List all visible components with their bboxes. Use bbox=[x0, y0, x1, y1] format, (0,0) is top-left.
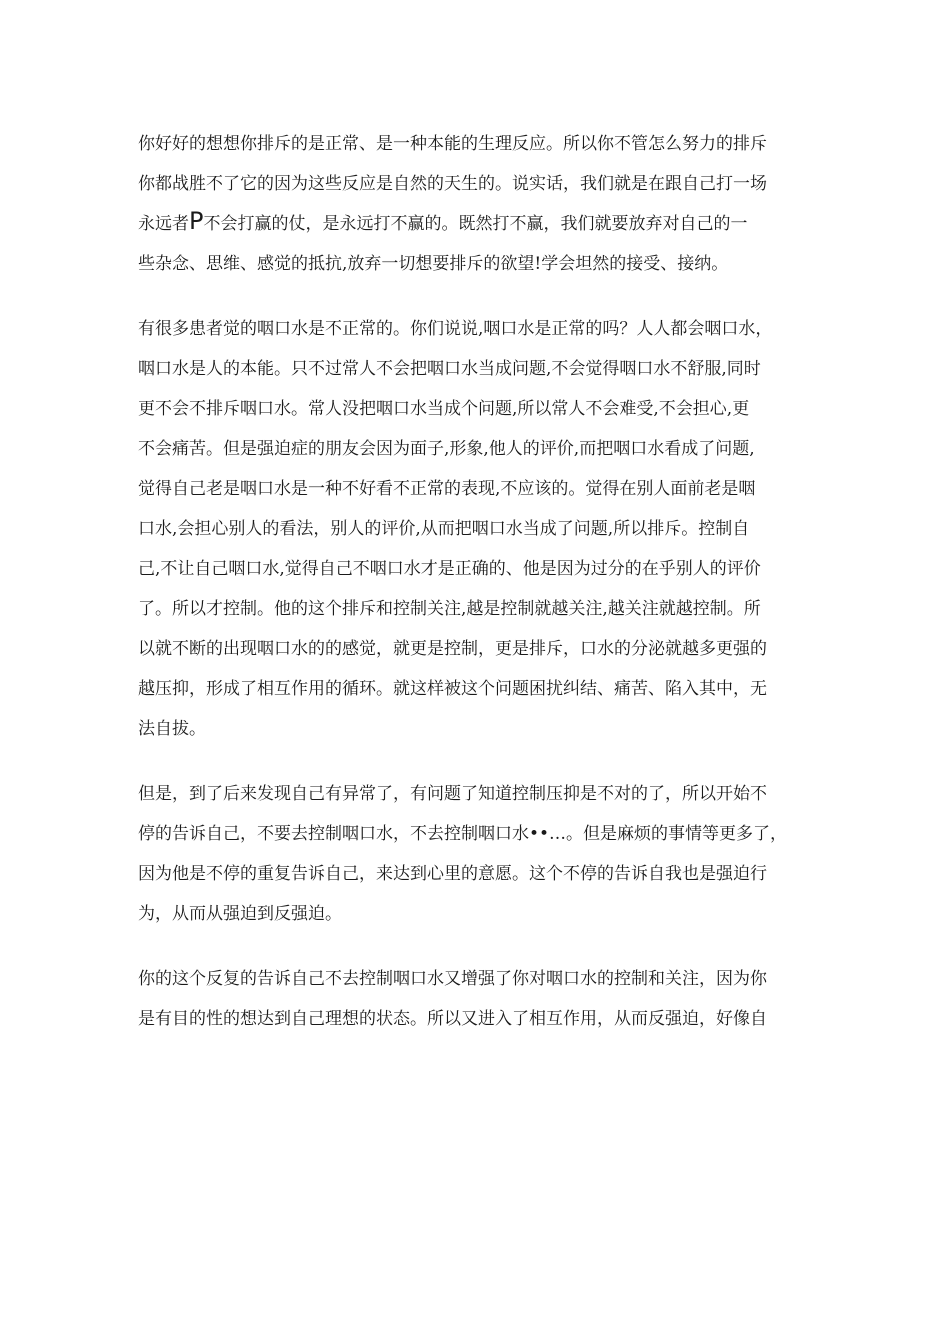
text-line: 你好好的想想你排斥的是正常、是一种本能的生理反应。所以你不管怎么努力的排斥 bbox=[138, 134, 767, 154]
text-line: 了。所以才控制。他的这个排斥和控制关注,越是控制就越关注,越关注就越控制。所 bbox=[138, 599, 761, 619]
text-line: 是有目的性的想达到自己理想的状态。所以又进入了相互作用，从而反强迫，好像自 bbox=[138, 1009, 767, 1029]
document-body bbox=[138, 124, 818, 1064]
text-line: 法自拔。 bbox=[138, 719, 206, 739]
text-line: 以就不断的出现咽口水的的感觉，就更是控制，更是排斥，口水的分泌就越多更强的 bbox=[138, 639, 767, 659]
text-line: 些杂念、思维、感觉的抵抗,放弃一切想要排斥的欲望!学会坦然的接受、接纳。 bbox=[138, 254, 729, 274]
text-line: 口水,会担心别人的看法，别人的评价,从而把咽口水当成了问题,所以排斥。控制自 bbox=[138, 519, 750, 539]
text-line bbox=[138, 204, 818, 244]
paragraph bbox=[138, 774, 818, 934]
text-line: 为，从而从强迫到反强迫。 bbox=[138, 904, 342, 924]
text-line: 咽口水是人的本能。只不过常人不会把咽口水当成问题,不会觉得咽口水不舒服,同时 bbox=[138, 359, 761, 379]
text-line: 停的告诉自己，不要去控制咽口水，不去控制咽口水••…。但是麻烦的事情等更多了， bbox=[138, 824, 788, 844]
paragraph bbox=[138, 309, 818, 749]
text-line: 不会痛苦。但是强迫症的朋友会因为面子,形象,他人的评价,而把咽口水看成了问题, bbox=[138, 439, 755, 459]
paragraph bbox=[138, 959, 818, 1039]
text-line: 己,不让自己咽口水,觉得自己不咽口水才是正确的、他是因为过分的在乎别人的评价 bbox=[138, 559, 761, 579]
text-line: 你的这个反复的告诉自己不去控制咽口水又增强了你对咽口水的控制和关注，因为你 bbox=[138, 969, 767, 989]
text-line: 越压抑，形成了相互作用的循环。就这样被这个问题困扰纠结、痛苦、陷入其中，无 bbox=[138, 679, 767, 699]
text-line: 因为他是不停的重复告诉自己，来达到心里的意愿。这个不停的告诉自我也是强迫行 bbox=[138, 864, 767, 884]
text-line: 有很多患者觉的咽口水是不正常的。你们说说,咽口水是正常的吗？人人都会咽口水， bbox=[138, 319, 773, 339]
text-run: 不会打赢的仗，是永远打不赢的。既然打不赢，我们就要放弃对自己的一 bbox=[203, 214, 748, 234]
text-line: 但是，到了后来发现自己有异常了，有问题了知道控制压抑是不对的了，所以开始不 bbox=[138, 784, 767, 804]
text-line: 更不会不排斥咽口水。常人没把咽口水当成个问题,所以常人不会难受,不会担心,更 bbox=[138, 399, 750, 419]
oversized-letter: P bbox=[189, 207, 204, 235]
text-run: 永远者 bbox=[138, 214, 189, 234]
text-line: 你都战胜不了它的因为这些反应是自然的天生的。说实话，我们就是在跟自己打一场 bbox=[138, 174, 767, 194]
text-line: 觉得自己老是咽口水是一种不好看不正常的表现,不应该的。觉得在别人面前老是咽 bbox=[138, 479, 756, 499]
paragraph bbox=[138, 124, 818, 284]
